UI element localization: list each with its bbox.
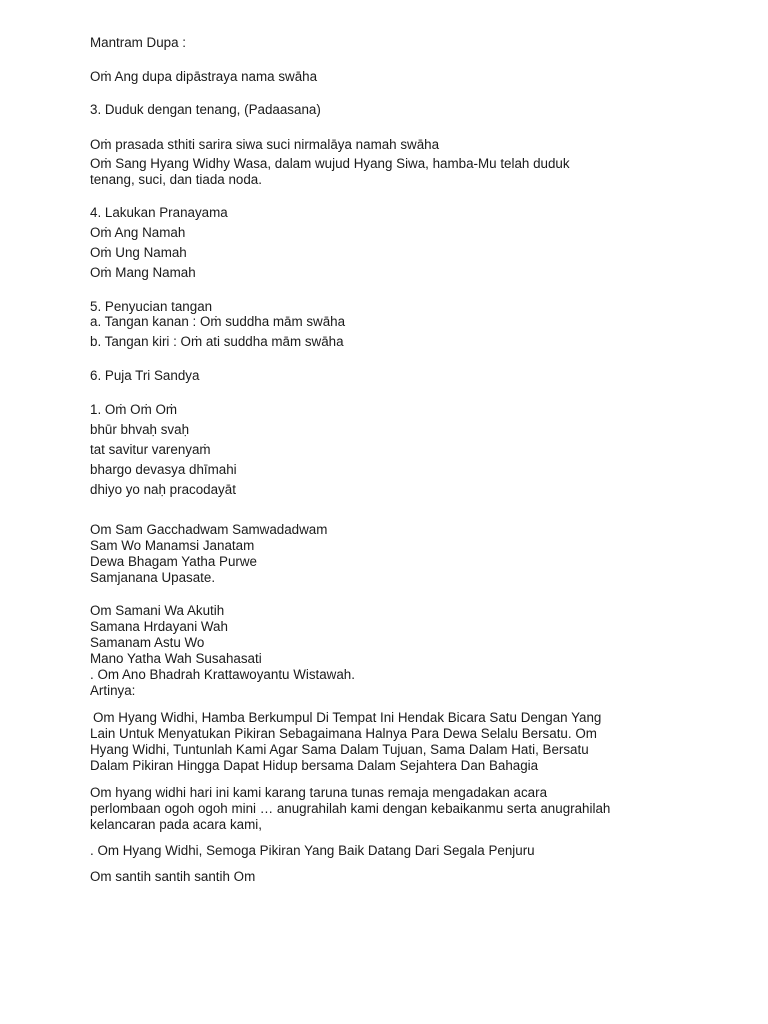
text-line: Mano Yatha Wah Susahasati [90, 651, 262, 666]
text-line: Oṁ Sang Hyang Widhy Wasa, dalam wujud Hyang Siwa, hamba-Mu telah duduk [90, 156, 570, 171]
paragraph-line: perlombaan ogoh ogoh mini … anugrahilah kami dengan kebaikanmu serta anugrahilah [90, 801, 611, 816]
text-line: bhargo devasya dhīmahi [90, 462, 237, 477]
text-line: Om Sam Gacchadwam Samwadadwam [90, 522, 328, 537]
text-line: Oṁ Ang dupa dipāstraya nama swāha [90, 69, 318, 84]
step-heading: 6. Puja Tri Sandya [90, 368, 200, 383]
text-line: Dewa Bhagam Yatha Purwe [90, 554, 257, 569]
text-line: Samjanana Upasate. [90, 570, 216, 585]
heading-mantram-dupa: Mantram Dupa : [90, 35, 187, 50]
paragraph-line: Lain Untuk Menyatukan Pikiran Sebagaimana Halnya Para Dewa Selalu Bersatu. Om [90, 726, 597, 741]
text-line: tat savitur varenyaṁ [90, 442, 211, 457]
artinya-label: Artinya: [90, 683, 136, 698]
paragraph-line: . Om Hyang Widhi, Semoga Pikiran Yang Baik Datang Dari Segala Penjuru [90, 843, 535, 858]
paragraph-line: Om hyang widhi hari ini kami karang taruna tunas remaja mengadakan acara [90, 785, 548, 800]
text-line: Samanam Astu Wo [90, 635, 205, 650]
text-line: . Om Ano Bhadrah Krattawoyantu Wistawah. [90, 667, 355, 682]
text-line: dhiyo yo naḥ pracodayāt [90, 482, 236, 497]
step-heading: 4. Lakukan Pranayama [90, 205, 228, 220]
text-line: Oṁ Ang Namah [90, 225, 186, 240]
text-line: Samana Hrdayani Wah [90, 619, 228, 634]
closing-line: Om santih santih santih Om [90, 869, 256, 884]
text-line: tenang, suci, dan tiada noda. [90, 172, 262, 187]
text-line: Om Samani Wa Akutih [90, 603, 225, 618]
text-line: Sam Wo Manamsi Janatam [90, 538, 255, 553]
paragraph-line: Om Hyang Widhi, Hamba Berkumpul Di Tempat Ini Hendak Bicara Satu Dengan Yang [93, 710, 602, 725]
text-line: b. Tangan kiri : Oṁ ati suddha mām swāha [90, 334, 344, 349]
text-line: Oṁ Mang Namah [90, 265, 196, 280]
paragraph-line: Hyang Widhi, Tuntunlah Kami Agar Sama Dalam Tujuan, Sama Dalam Hati, Bersatu [90, 742, 589, 757]
text-line: Oṁ prasada sthiti sarira siwa suci nirmalāya namah swāha [90, 137, 440, 152]
step-heading: 5. Penyucian tangan [90, 299, 213, 314]
step-heading: 3. Duduk dengan tenang, (Padaasana) [90, 102, 321, 117]
text-line: Oṁ Ung Namah [90, 245, 187, 260]
text-line: bhūr bhvaḥ svaḥ [90, 422, 190, 437]
text-line: 1. Oṁ Oṁ Oṁ [90, 402, 178, 417]
text-line: a. Tangan kanan : Oṁ suddha mām swāha [90, 314, 346, 329]
paragraph-line: Dalam Pikiran Hingga Dapat Hidup bersama Dalam Sejahtera Dan Bahagia [90, 758, 539, 773]
paragraph-line: kelancaran pada acara kami, [90, 817, 262, 832]
